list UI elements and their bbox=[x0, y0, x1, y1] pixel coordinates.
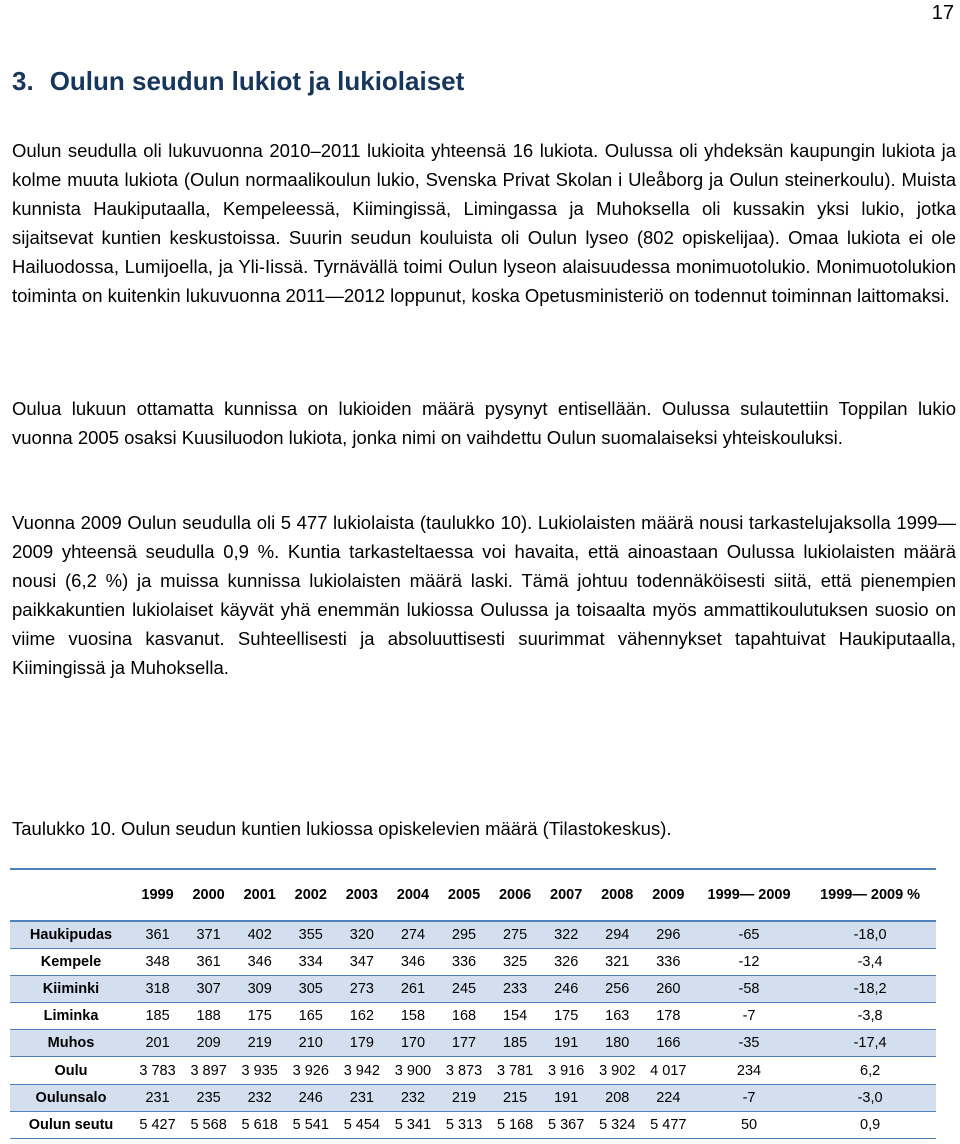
table-row bbox=[10, 1003, 936, 1030]
table-header-row bbox=[10, 869, 936, 921]
row-region-label: Oulu bbox=[10, 1057, 132, 1084]
table-cell: 208 bbox=[592, 1084, 643, 1111]
table-cell: 347 bbox=[336, 948, 387, 975]
table-cell: 361 bbox=[183, 948, 234, 975]
body-paragraph: Oulun seudulla oli lukuvuonna 2010–2011 lukioita yhteensä 16 lukiota. Oulussa oli yhdeksän kaupungin lukiota ja kolme muuta lukiota (Oulun normaalikoulun lukio, Svenska Privat Skolan i Uleåborg ja Oulun steinerkoulu). Muista kunnista Haukiputaalla, Kempeleessä, Kiimingissä, Limingassa ja Muhoksella oli kussakin yksi lukio, jotka sijaitsevat kuntien keskustoissa. Suurin seudun kouluista oli Oulun lyseo (802 opiskelijaa). Omaa lukiota ei ole Hailuodossa, Lumijoella, ja Yli-Iissä. Tyrnävällä toimi Oulun lyseon alaisuudessa monimuotolukio. Monimuotolukion toiminta on kuitenkin lukuvuonna 2011—2012 loppunut, koska Opetusministeriö on todennut toiminnan laittomaksi. bbox=[12, 140, 956, 306]
table-cell: 232 bbox=[234, 1084, 285, 1111]
table-cell: 5 324 bbox=[592, 1111, 643, 1138]
table-cell: 175 bbox=[234, 1003, 285, 1030]
table-row bbox=[10, 948, 936, 975]
table-cell: 275 bbox=[490, 921, 541, 948]
table-cell: 232 bbox=[387, 1084, 438, 1111]
column-header: 2006 bbox=[490, 869, 541, 921]
column-header-change: 1999— 2009 bbox=[694, 869, 804, 921]
column-header-change-percent: 1999— 2009 % bbox=[804, 869, 936, 921]
table-cell: -3,0 bbox=[804, 1084, 936, 1111]
table-cell: 5 341 bbox=[387, 1111, 438, 1138]
table-cell: 346 bbox=[234, 948, 285, 975]
table-cell: 294 bbox=[592, 921, 643, 948]
column-header: 2001 bbox=[234, 869, 285, 921]
table-cell: 170 bbox=[387, 1030, 438, 1057]
table-row bbox=[10, 921, 936, 948]
table-cell: 402 bbox=[234, 921, 285, 948]
table-cell: 168 bbox=[438, 1003, 489, 1030]
table-cell: 5 367 bbox=[541, 1111, 592, 1138]
table-row bbox=[10, 1057, 936, 1084]
table-cell: 191 bbox=[541, 1030, 592, 1057]
table-cell: 3 935 bbox=[234, 1057, 285, 1084]
table-cell: -12 bbox=[694, 948, 804, 975]
table-cell: 336 bbox=[438, 948, 489, 975]
table-cell: 154 bbox=[490, 1003, 541, 1030]
table-cell: 5 168 bbox=[490, 1111, 541, 1138]
table-cell: 191 bbox=[541, 1084, 592, 1111]
column-header: 1999 bbox=[132, 869, 183, 921]
column-header: 2008 bbox=[592, 869, 643, 921]
table-cell: 246 bbox=[541, 975, 592, 1002]
table-cell: 158 bbox=[387, 1003, 438, 1030]
table-cell: 201 bbox=[132, 1030, 183, 1057]
table-cell: 177 bbox=[438, 1030, 489, 1057]
table-cell: 307 bbox=[183, 975, 234, 1002]
table-cell: 5 477 bbox=[643, 1111, 694, 1138]
table-cell: 179 bbox=[336, 1030, 387, 1057]
table-cell: 295 bbox=[438, 921, 489, 948]
table-cell: 346 bbox=[387, 948, 438, 975]
table-cell: 162 bbox=[336, 1003, 387, 1030]
table-cell: 326 bbox=[541, 948, 592, 975]
column-header: 2002 bbox=[285, 869, 336, 921]
table-cell: 5 454 bbox=[336, 1111, 387, 1138]
body-paragraph: Oulua lukuun ottamatta kunnissa on lukioiden määrä pysynyt entisellään. Oulussa sulautettiin Toppilan lukio vuonna 2005 osaksi Kuusiluodon lukiota, jonka nimi on vaihdettu Oulun suomalaiseksi yhteiskouluksi. bbox=[12, 398, 956, 448]
table-cell: -3,4 bbox=[804, 948, 936, 975]
table-cell: 231 bbox=[132, 1084, 183, 1111]
page-number: 17 bbox=[931, 2, 954, 24]
table-cell: 0,9 bbox=[804, 1111, 936, 1138]
table-cell: 261 bbox=[387, 975, 438, 1002]
column-header: 2005 bbox=[438, 869, 489, 921]
table-cell: 219 bbox=[234, 1030, 285, 1057]
row-region-label: Liminka bbox=[10, 1003, 132, 1030]
column-header: 2004 bbox=[387, 869, 438, 921]
row-region-label: Muhos bbox=[10, 1030, 132, 1057]
header-corner bbox=[10, 869, 132, 921]
table-cell: 348 bbox=[132, 948, 183, 975]
column-header: 2009 bbox=[643, 869, 694, 921]
row-region-label: Kempele bbox=[10, 948, 132, 975]
table-cell: 5 313 bbox=[438, 1111, 489, 1138]
table-cell: 165 bbox=[285, 1003, 336, 1030]
body-paragraph: Vuonna 2009 Oulun seudulla oli 5 477 lukiolaista (taulukko 10). Lukiolaisten määrä nousi tarkastelujaksolla 1999—2009 yhteensä seudulla 0,9 %. Kuntia tarkasteltaessa voi havaita, että ainoastaan Oulussa lukiolaisten määrä nousi (6,2 %) ja muissa kunnissa lukiolaisten määrä laski. Tämä johtuu todennäköisesti siitä, että pienempien paikkakuntien lukiolaiset käyvät yhä enemmän lukiossa Oulussa ja toisaalta myös ammattikoulutuksen suosio on viime vuosina kasvanut. Suhteellisesti ja absoluuttisesti suurimmat vähennykset tapahtuivat Haukiputaalla, Kiimingissä ja Muhoksella. bbox=[12, 512, 956, 678]
table-row bbox=[10, 1111, 936, 1138]
student-count-table bbox=[10, 868, 936, 1139]
table-cell: -7 bbox=[694, 1003, 804, 1030]
row-region-label: Haukipudas bbox=[10, 921, 132, 948]
table-cell: 224 bbox=[643, 1084, 694, 1111]
table-row bbox=[10, 1084, 936, 1111]
table-cell: 320 bbox=[336, 921, 387, 948]
table-caption: Taulukko 10. Oulun seudun kuntien lukiossa opiskelevien määrä (Tilastokeskus). bbox=[12, 818, 672, 839]
table-cell: 322 bbox=[541, 921, 592, 948]
row-region-label: Oulunsalo bbox=[10, 1084, 132, 1111]
table-cell: 3 902 bbox=[592, 1057, 643, 1084]
table-cell: 3 942 bbox=[336, 1057, 387, 1084]
table-cell: 3 900 bbox=[387, 1057, 438, 1084]
table-cell: 180 bbox=[592, 1030, 643, 1057]
table-cell: 185 bbox=[490, 1030, 541, 1057]
table-cell: 371 bbox=[183, 921, 234, 948]
column-header: 2007 bbox=[541, 869, 592, 921]
table-cell: 274 bbox=[387, 921, 438, 948]
table-cell: 234 bbox=[694, 1057, 804, 1084]
table-cell: 215 bbox=[490, 1084, 541, 1111]
section-heading bbox=[12, 66, 464, 97]
table-cell: -18,2 bbox=[804, 975, 936, 1002]
table-cell: 245 bbox=[438, 975, 489, 1002]
table-cell: 4 017 bbox=[643, 1057, 694, 1084]
table-cell: -17,4 bbox=[804, 1030, 936, 1057]
table-cell: 336 bbox=[643, 948, 694, 975]
table-cell: 325 bbox=[490, 948, 541, 975]
table-cell: -18,0 bbox=[804, 921, 936, 948]
column-header: 2003 bbox=[336, 869, 387, 921]
table-cell: 3 926 bbox=[285, 1057, 336, 1084]
table-cell: 355 bbox=[285, 921, 336, 948]
table-cell: 219 bbox=[438, 1084, 489, 1111]
table-cell: 318 bbox=[132, 975, 183, 1002]
table-cell: 5 568 bbox=[183, 1111, 234, 1138]
table-row bbox=[10, 975, 936, 1002]
table-cell: 235 bbox=[183, 1084, 234, 1111]
table-cell: 256 bbox=[592, 975, 643, 1002]
table-cell: 260 bbox=[643, 975, 694, 1002]
table-cell: 3 781 bbox=[490, 1057, 541, 1084]
table-cell: 178 bbox=[643, 1003, 694, 1030]
table-cell: 175 bbox=[541, 1003, 592, 1030]
column-header: 2000 bbox=[183, 869, 234, 921]
table-cell: 210 bbox=[285, 1030, 336, 1057]
table-cell: 361 bbox=[132, 921, 183, 948]
table-cell: 50 bbox=[694, 1111, 804, 1138]
table-cell: 305 bbox=[285, 975, 336, 1002]
table-cell: 334 bbox=[285, 948, 336, 975]
table-cell: 166 bbox=[643, 1030, 694, 1057]
table-cell: 3 783 bbox=[132, 1057, 183, 1084]
table-cell: 233 bbox=[490, 975, 541, 1002]
table-cell: 188 bbox=[183, 1003, 234, 1030]
table-cell: 273 bbox=[336, 975, 387, 1002]
table-cell: -3,8 bbox=[804, 1003, 936, 1030]
table-cell: -35 bbox=[694, 1030, 804, 1057]
table-cell: 3 916 bbox=[541, 1057, 592, 1084]
table-cell: 3 873 bbox=[438, 1057, 489, 1084]
table-cell: 5 541 bbox=[285, 1111, 336, 1138]
table-row bbox=[10, 1030, 936, 1057]
table-cell: -7 bbox=[694, 1084, 804, 1111]
section-number: 3. bbox=[12, 66, 34, 96]
table-cell: 185 bbox=[132, 1003, 183, 1030]
section-title: Oulun seudun lukiot ja lukiolaiset bbox=[49, 66, 465, 96]
table-cell: 231 bbox=[336, 1084, 387, 1111]
table-cell: 6,2 bbox=[804, 1057, 936, 1084]
table-cell: 296 bbox=[643, 921, 694, 948]
table-body bbox=[10, 921, 936, 1139]
table-cell: -58 bbox=[694, 975, 804, 1002]
table-cell: 209 bbox=[183, 1030, 234, 1057]
table-cell: 3 897 bbox=[183, 1057, 234, 1084]
row-region-label: Kiiminki bbox=[10, 975, 132, 1002]
table-cell: 309 bbox=[234, 975, 285, 1002]
table-cell: 321 bbox=[592, 948, 643, 975]
table-cell: 5 427 bbox=[132, 1111, 183, 1138]
table-cell: -65 bbox=[694, 921, 804, 948]
table-cell: 163 bbox=[592, 1003, 643, 1030]
row-region-label: Oulun seutu bbox=[10, 1111, 132, 1138]
table-cell: 5 618 bbox=[234, 1111, 285, 1138]
table-cell: 246 bbox=[285, 1084, 336, 1111]
